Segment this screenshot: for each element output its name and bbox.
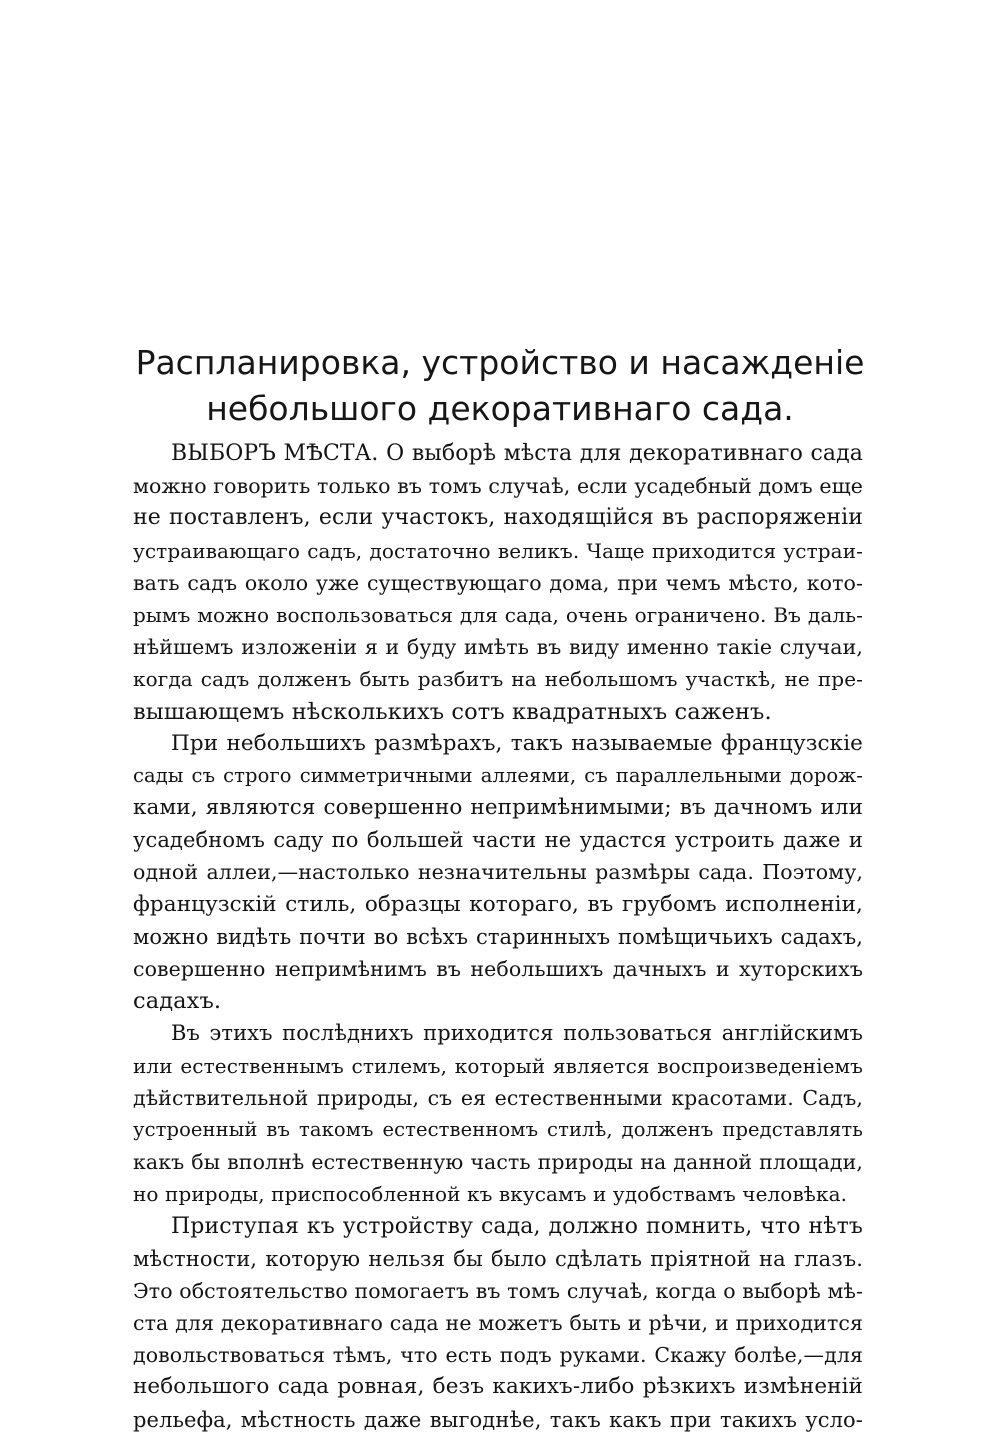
text-line: Въ этихъ послѣднихъ приходится пользоваться англійскимъ: [171, 1021, 863, 1046]
body-text: [133, 438, 863, 1436]
text-line: одной аллеи,—настолько незначительны размѣры сада. Поэтому,: [133, 860, 863, 885]
chapter-title-line-1: Распланировка, устройство и насажденіе: [135, 343, 865, 382]
text-line: совершенно непримѣнимъ въ небольшихъ дачныхъ и хуторскихъ: [133, 957, 863, 981]
text-line: но природы, приспособленной къ вкусамъ и удобствамъ человѣка.: [133, 1182, 848, 1207]
text-line: устроенный въ такомъ естественномъ стилѣ, долженъ представлять: [133, 1117, 863, 1141]
text-line: можно говорить только въ томъ случаѣ, если усадебный домъ еще: [133, 474, 863, 499]
text-line: ками, являются совершенно непримѣнимыми; въ дачномъ или: [133, 795, 863, 821]
text-line: французскій стиль, образцы котораго, въ грубомъ исполненіи,: [133, 891, 863, 917]
text-line: какъ бы вполнѣ естественную часть природы на данной площади,: [133, 1150, 863, 1175]
text-line: рымъ можно воспользоваться для сада, очень ограничено. Въ даль-: [133, 602, 863, 627]
text-line: можно видѣть почти во всѣхъ старинныхъ помѣщичьихъ садахъ,: [133, 924, 863, 949]
paragraph-4: [133, 1211, 863, 1436]
text-line: вышающемъ нѣсколькихъ сотъ квадратныхъ саженъ.: [133, 698, 772, 725]
text-line: когда садъ долженъ быть разбитъ на небольшомъ участкѣ, не пре-: [133, 667, 863, 692]
text-line: довольствоваться тѣмъ, что есть подъ руками. Скажу болѣе,—для: [133, 1343, 863, 1368]
chapter-title-line-2: небольшого декоративнаго сада.: [206, 389, 794, 428]
text-line: небольшого сада ровная, безъ какихъ-либо рѣзкихъ измѣненій: [133, 1374, 863, 1400]
text-line: устраивающаго садъ, достаточно великъ. Чаще приходится устраи-: [133, 538, 863, 563]
text-line: усадебномъ саду по большей части не удастся устроить даже и: [133, 828, 863, 853]
text-line: При небольшихъ размѣрахъ, такъ называемые французскіе: [171, 730, 863, 756]
text-line: сады съ строго симметричными аллеями, съ параллельными дорож-: [133, 763, 863, 787]
paragraph-3: [133, 1017, 863, 1210]
text-line: или естественнымъ стилемъ, который является воспроизведеніемъ: [133, 1053, 863, 1078]
text-line: ста для декоративнаго сада не можетъ быть и рѣчи, и приходится: [133, 1311, 863, 1336]
text-line: рельефа, мѣстность даже выгоднѣе, такъ какъ при такихъ усло-: [133, 1407, 863, 1432]
text-line: садахъ.: [133, 988, 222, 1015]
text-line: ВЫБОРЪ МѢСТА. О выборѣ мѣста для декоративнаго сада: [171, 441, 863, 466]
text-line: дѣйствительной природы, съ ея естественными красотами. Садъ,: [133, 1085, 863, 1110]
chapter-title: [100, 340, 900, 432]
text-line: нѣйшемъ изложеніи я и буду имѣть въ виду именно такіе случаи,: [133, 635, 863, 660]
text-line: не поставленъ, если участокъ, находящійся въ распоряженіи: [133, 505, 863, 531]
paragraph-2: [133, 728, 863, 1018]
text-line: Приступая къ устройству сада, должно помнить, что нѣтъ: [171, 1213, 863, 1239]
text-line: вать садъ около уже существующаго дома, при чемъ мѣсто, кото-: [133, 570, 863, 595]
text-line: мѣстности, которую нельзя бы было сдѣлать пріятной на глазъ.: [133, 1246, 863, 1271]
text-line: Это обстоятельство помогаетъ въ томъ случаѣ, когда о выборѣ мѣ-: [133, 1278, 864, 1303]
paragraph-1: [133, 438, 863, 728]
